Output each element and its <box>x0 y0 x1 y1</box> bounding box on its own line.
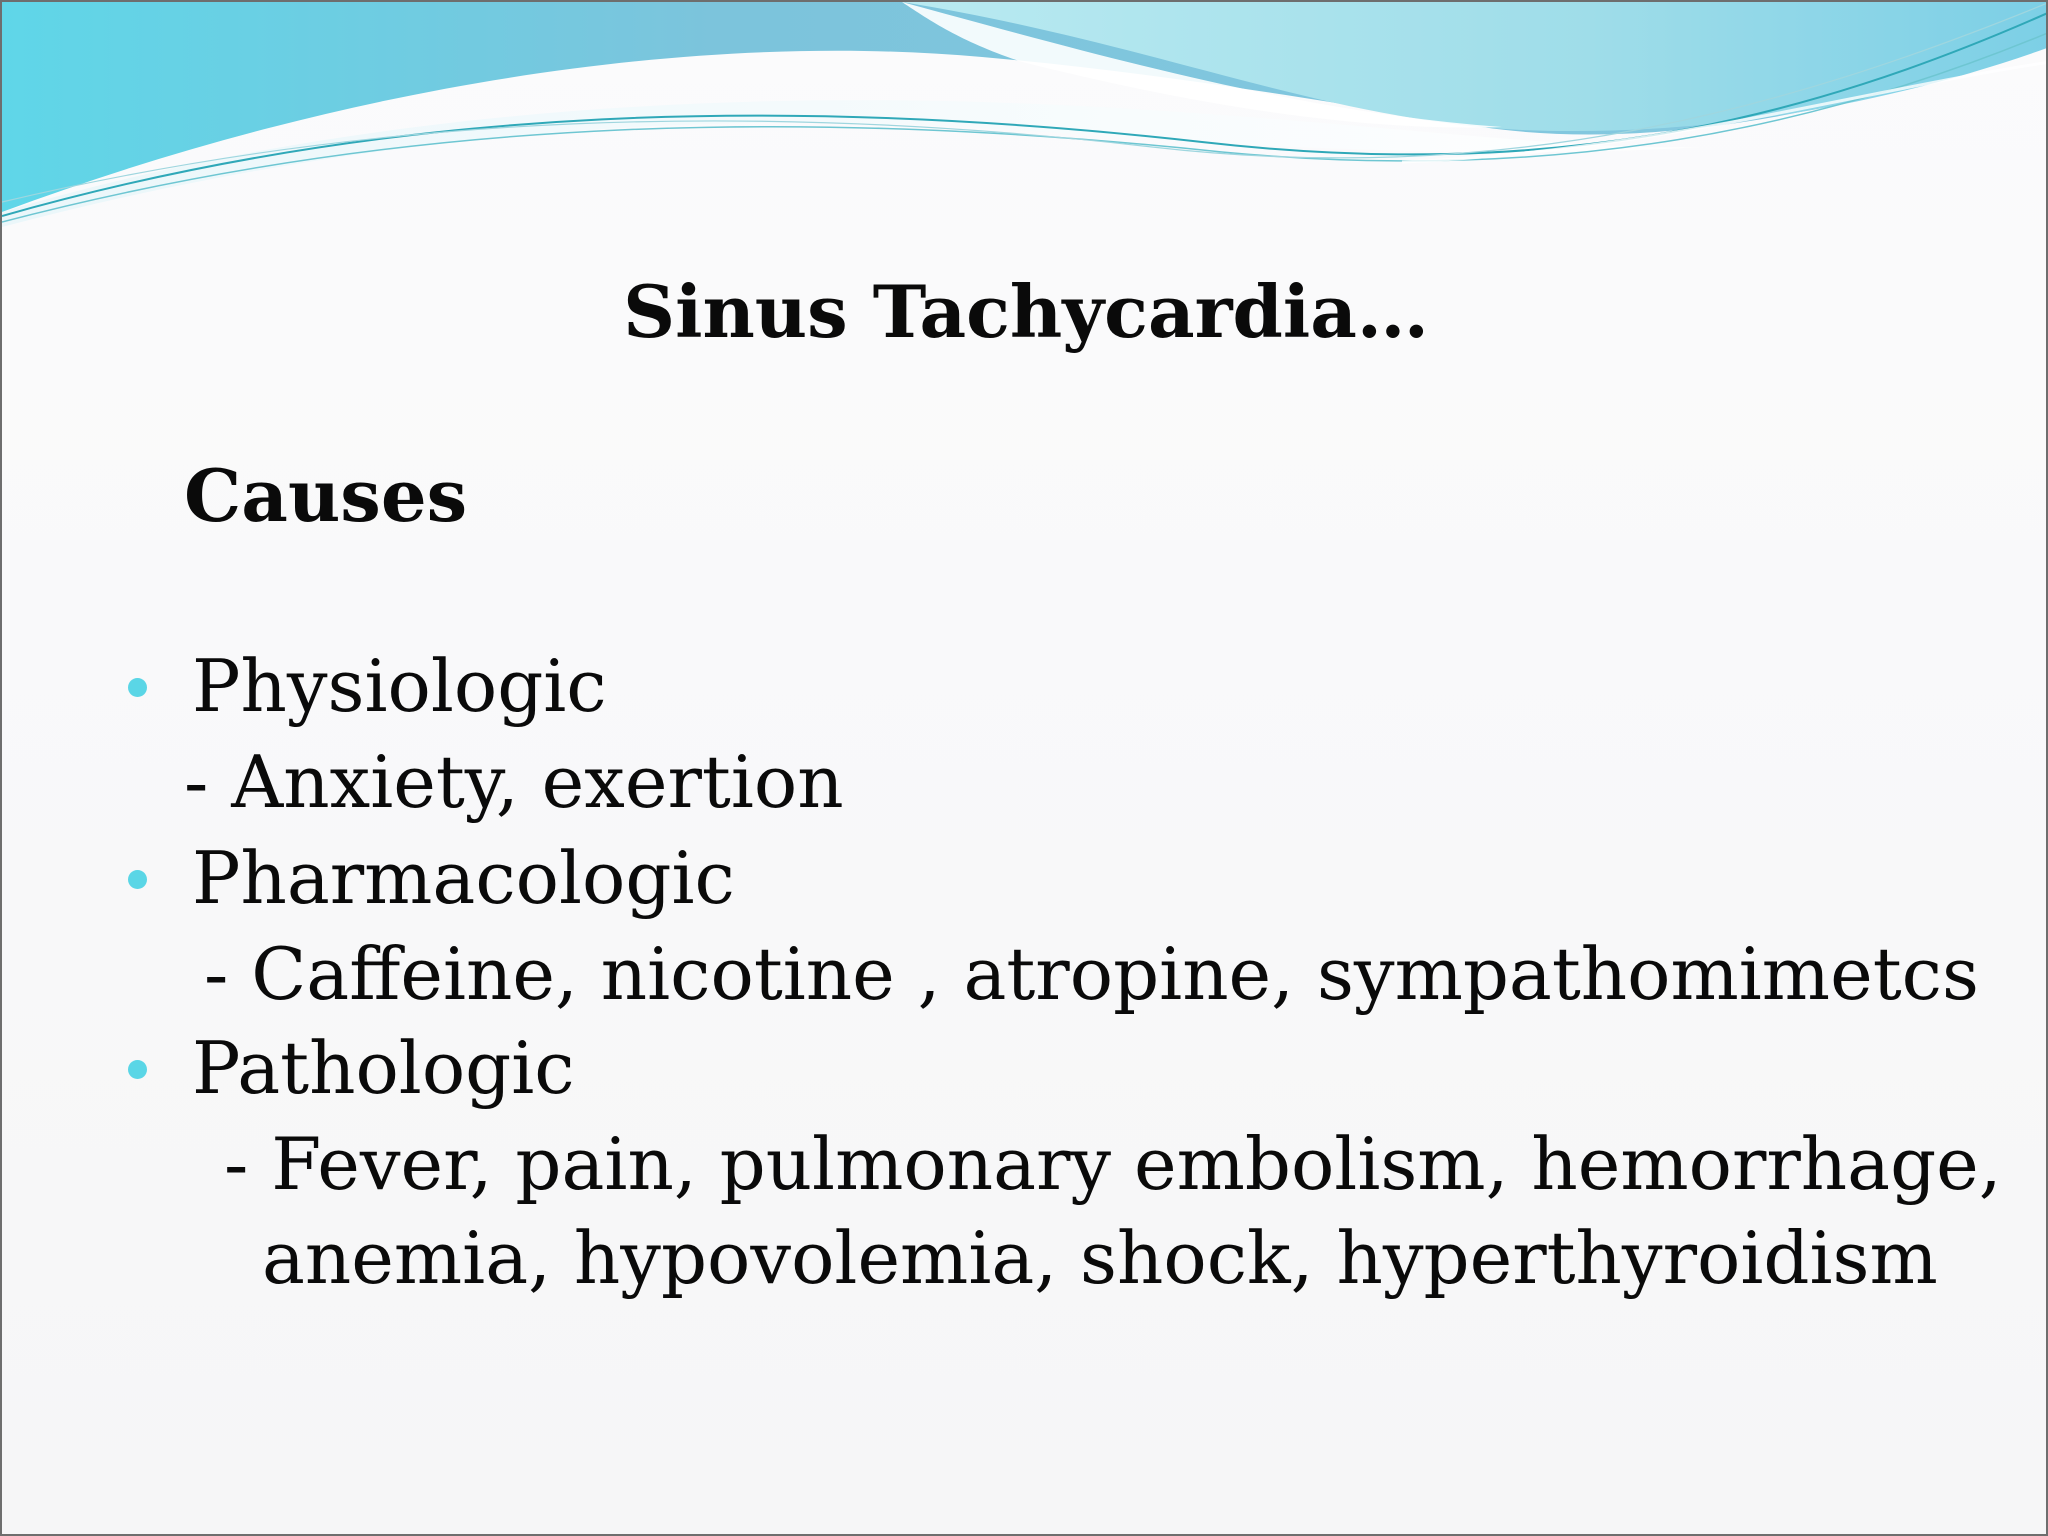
list-item-label: Physiologic <box>192 644 607 728</box>
list-item-label: Pharmacologic <box>192 836 735 920</box>
bullet-dot-icon <box>128 678 147 697</box>
bullet-dot-icon <box>128 870 147 889</box>
list-item-label: Pathologic <box>192 1026 575 1110</box>
list-item-detail-continued: anemia, hypovolemia, shock, hyperthyroidism <box>262 1216 1938 1300</box>
section-heading-causes: Causes <box>184 453 468 538</box>
slide-title: Sinus Tachycardia… <box>623 269 1429 354</box>
list-item-detail: - Fever, pain, pulmonary embolism, hemorrhage, <box>224 1122 2002 1206</box>
header-wave-decoration <box>2 2 2048 242</box>
list-item-detail: - Caffeine, nicotine , atropine, sympathomimetcs <box>204 932 1979 1016</box>
list-item-detail: - Anxiety, exertion <box>184 740 844 824</box>
bullet-dot-icon <box>128 1060 147 1079</box>
